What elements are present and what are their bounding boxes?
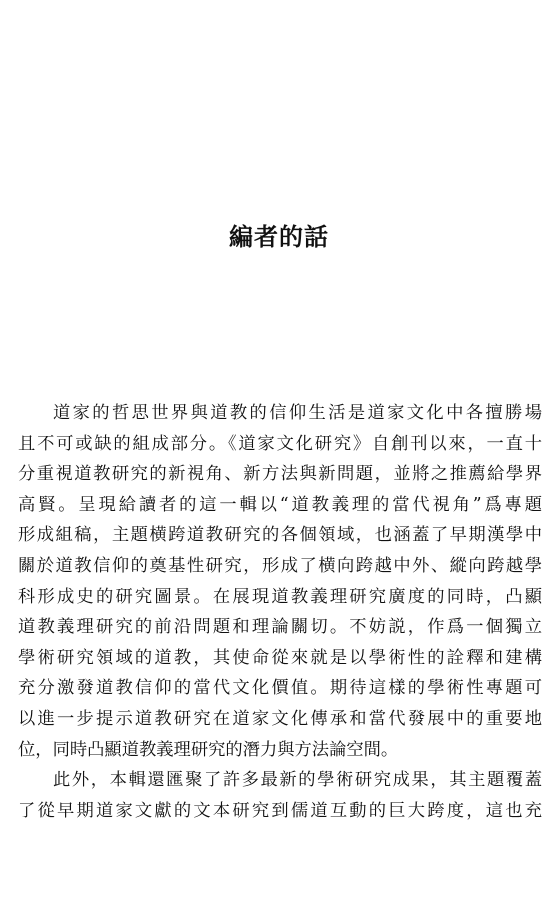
- text-line: 道教義理研究的前沿問題和理論關切。不妨説，作爲一個獨立: [18, 617, 542, 638]
- text-line: 分重視道教研究的新視角、新方法與新問題，並將之推薦給學界: [18, 464, 542, 485]
- text-line: 位，同時凸顯道教義理研究的潛力與方法論空間。: [18, 739, 399, 760]
- text-line: 形成組稿，主題横跨道教研究的各個領域，也涵蓋了早期漢學中: [18, 525, 542, 546]
- text-line: 道家的哲思世界與道教的信仰生活是道家文化中各擅勝場: [53, 403, 542, 423]
- text-line: 充分激發道教信仰的當代文化價值。期待這樣的學術性專題可: [18, 678, 542, 699]
- text-line: 科形成史的研究圖景。在展現道教義理研究廣度的同時，凸顯: [18, 586, 542, 607]
- text-line: 高賢。呈現給讀者的這一輯以“道教義理的當代視角”爲專題: [18, 494, 542, 515]
- text-line: 學術研究領域的道教，其使命從來就是以學術性的詮釋和建構: [18, 647, 542, 668]
- text-line: 了從早期道家文獻的文本研究到儒道互動的巨大跨度，這也充: [18, 800, 542, 821]
- text-line: 關於道教信仰的奠基性研究，形成了横向跨越中外、縱向跨越學: [18, 555, 542, 576]
- page-title: 編者的話: [229, 222, 329, 251]
- text-line: 以進一步提示道教研究在道家文化傳承和當代發展中的重要地: [18, 708, 542, 729]
- body-text: [18, 398, 542, 826]
- text-line: 此外，本輯還匯聚了許多最新的學術研究成果，其主題覆蓋: [53, 770, 542, 791]
- text-line: 且不可或缺的組成部分。《道家文化研究》自創刊以來，一直十: [18, 433, 542, 454]
